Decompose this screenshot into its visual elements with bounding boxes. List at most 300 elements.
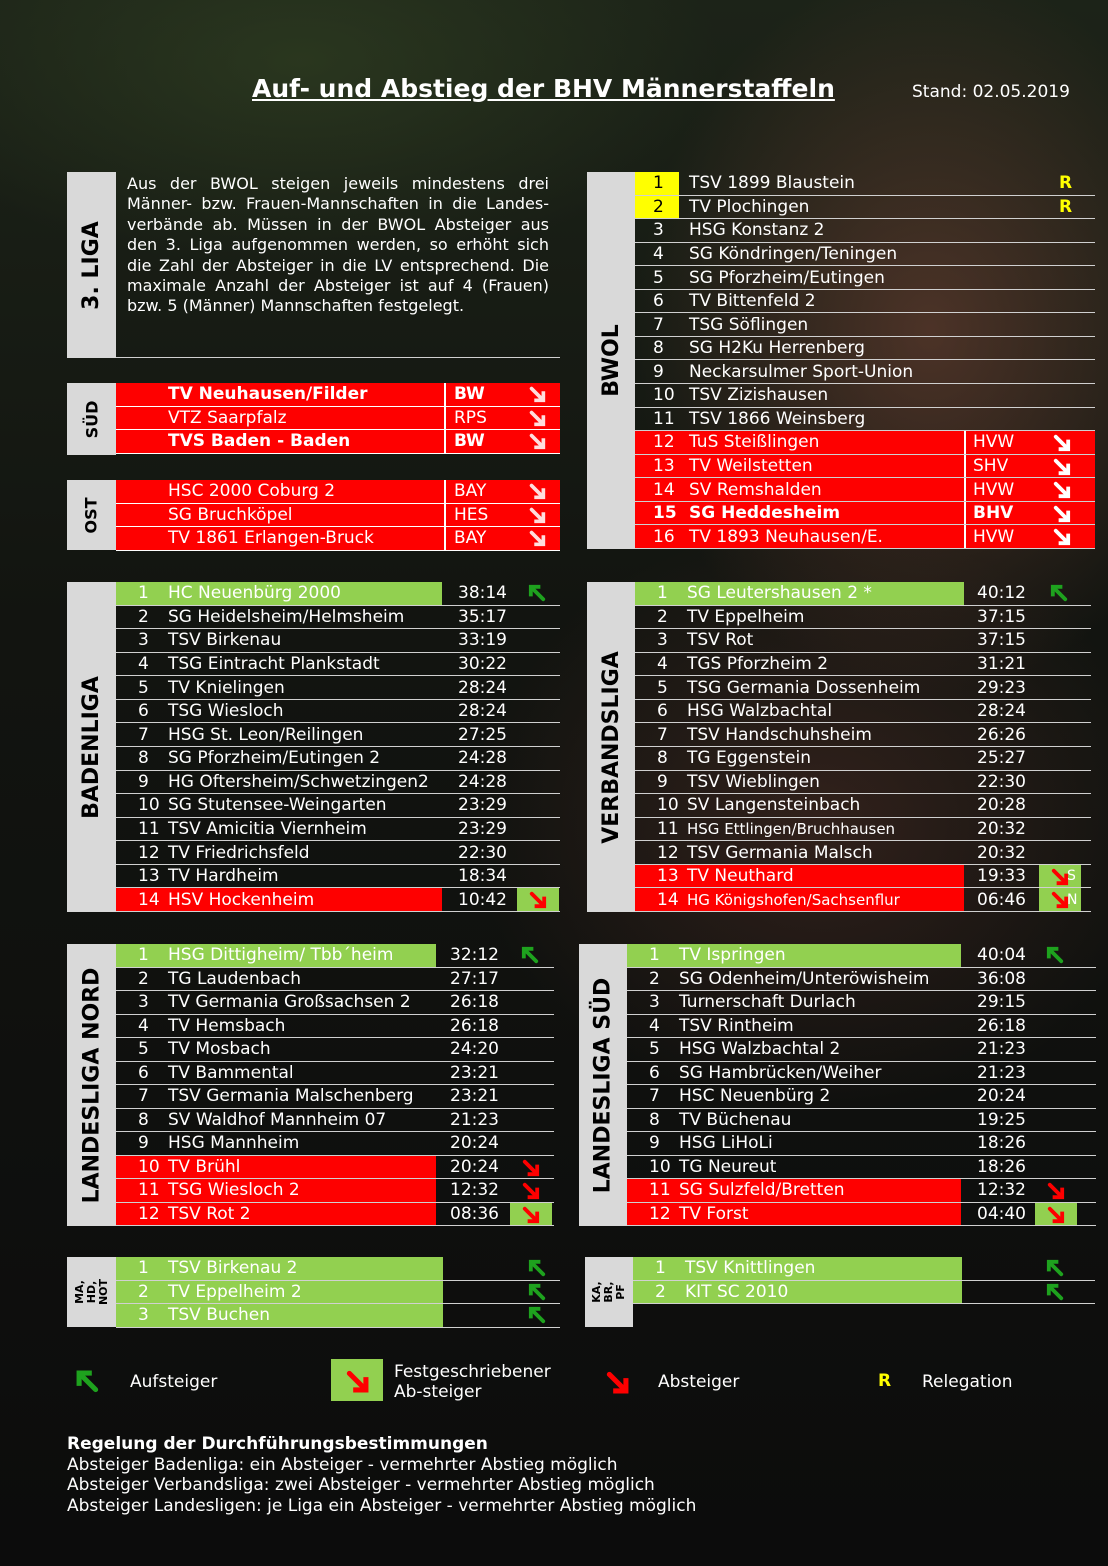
table-row — [635, 888, 1091, 912]
table-row — [635, 865, 1091, 889]
table-row — [116, 1179, 554, 1203]
score: 20:24 — [977, 1086, 1026, 1107]
team-name: TSV Wieblingen — [687, 771, 820, 792]
table-badenliga — [116, 582, 560, 912]
team-name: TSV Buchen — [168, 1305, 270, 1326]
up-arrow-icon — [527, 1258, 548, 1279]
table-row — [116, 527, 560, 551]
position-number: 5 — [138, 1039, 149, 1060]
footer-line: Absteiger Landesligen: je Liga ein Absteiger - vermehrter Abstieg möglich — [67, 1495, 697, 1516]
table-row — [116, 818, 560, 842]
position-number: 10 — [649, 1156, 671, 1177]
team-name: SV Waldhof Mannheim 07 — [168, 1109, 387, 1130]
divider — [116, 357, 560, 358]
position-number: 7 — [653, 314, 664, 335]
label-ma-hd-not: MA, HD, NOT — [67, 1257, 116, 1327]
team-name: TSV Rintheim — [679, 1015, 794, 1036]
team-name: TV Büchenau — [679, 1109, 792, 1130]
table-row — [116, 888, 560, 912]
position-number: 6 — [138, 1062, 149, 1083]
column-divider — [444, 527, 446, 550]
position-number: 6 — [649, 1062, 660, 1083]
table-row — [116, 582, 560, 606]
table-row — [635, 794, 1091, 818]
score: 20:32 — [977, 818, 1026, 839]
table-ma-hd-not — [116, 1257, 560, 1327]
position-number: 3 — [138, 1305, 149, 1326]
association-code: HES — [454, 504, 489, 525]
score: 12:32 — [450, 1180, 499, 1201]
stand-date: Stand: 02.05.2019 — [912, 82, 1070, 102]
footer-line: Absteiger Badenliga: ein Absteiger - vermehrter Abstieg möglich — [67, 1454, 618, 1475]
table-row — [635, 384, 1095, 408]
down-arrow-icon — [527, 528, 547, 548]
team-name: TV Hemsbach — [168, 1015, 286, 1036]
table-row — [116, 1062, 554, 1086]
score: 24:20 — [450, 1039, 499, 1060]
label-sued: SÜD — [67, 383, 116, 455]
table-row — [635, 313, 1095, 337]
table-row — [635, 771, 1091, 795]
table-bwol — [635, 172, 1095, 549]
down-arrow-icon — [1051, 503, 1072, 524]
association-code: SHV — [973, 455, 1009, 476]
team-name: Turnerschaft Durlach — [679, 992, 856, 1013]
table-row — [116, 480, 560, 504]
team-name: SG Heidelsheim/Helmsheim — [168, 606, 405, 627]
score: 35:17 — [458, 606, 507, 627]
team-name: HSV Hockenheim — [168, 889, 315, 910]
position-number: 7 — [657, 724, 668, 745]
table-row — [116, 841, 560, 865]
score: 29:15 — [977, 992, 1026, 1013]
team-name: TSG Wiesloch — [168, 701, 284, 722]
score: 28:24 — [977, 701, 1026, 722]
table-row — [116, 1085, 554, 1109]
table-row — [635, 172, 1095, 196]
position-number: 9 — [138, 771, 149, 792]
down-arrow-icon — [527, 384, 547, 404]
table-row — [635, 747, 1091, 771]
table-row — [635, 700, 1091, 724]
label-badenliga: BADENLIGA — [67, 582, 116, 912]
label-verbandsliga: VERBANDSLIGA — [587, 582, 635, 912]
team-name: TV 1861 Erlangen-Bruck — [168, 528, 374, 549]
page-title: Auf- und Abstieg der BHV Männerstaffeln — [252, 74, 835, 103]
position-number: 5 — [138, 677, 149, 698]
row-highlight — [635, 865, 964, 888]
association-code: HVW — [973, 526, 1015, 547]
table-row — [627, 1156, 1096, 1180]
table-row — [116, 383, 560, 407]
up-arrow-icon — [527, 1305, 548, 1326]
legend-down-arrow-icon — [603, 1368, 631, 1396]
score: 18:34 — [458, 866, 507, 887]
score: 24:28 — [458, 771, 507, 792]
team-name: TSV Birkenau — [168, 630, 282, 651]
column-divider — [964, 431, 966, 454]
score: 27:25 — [458, 724, 507, 745]
up-arrow-icon — [1049, 583, 1070, 604]
down-arrow-icon — [520, 1204, 541, 1225]
team-name: SV Langensteinbach — [687, 795, 861, 816]
label-landesliga-nord: LANDESLIGA NORD — [67, 944, 116, 1226]
position-number: 12 — [657, 842, 679, 863]
table-row — [627, 1015, 1096, 1039]
table-row — [635, 337, 1095, 361]
position-number: 1 — [655, 1258, 666, 1279]
footer-heading: Regelung der Durchführungsbestimmungen — [67, 1434, 488, 1454]
table-row — [116, 1109, 554, 1133]
label-bwol: BWOL — [587, 172, 635, 549]
score: 40:12 — [977, 583, 1026, 604]
down-arrow-icon — [527, 505, 547, 525]
team-name: VTZ Saarpfalz — [168, 407, 287, 428]
score: 18:26 — [977, 1156, 1026, 1177]
team-name: TV Plochingen — [689, 196, 810, 217]
table-row — [635, 360, 1095, 384]
score: 26:26 — [977, 724, 1026, 745]
score: 08:36 — [450, 1203, 499, 1224]
table-row — [635, 431, 1095, 455]
position-number: 2 — [138, 968, 149, 989]
table-row — [635, 266, 1095, 290]
team-name: TV Knielingen — [168, 677, 285, 698]
up-arrow-icon — [1045, 945, 1066, 966]
position-number: 2 — [657, 606, 668, 627]
legend-up-arrow-icon — [74, 1368, 102, 1396]
position-number: 1 — [653, 173, 664, 194]
score: 37:15 — [977, 606, 1026, 627]
score: 38:14 — [458, 583, 507, 604]
association-code: BAY — [454, 528, 487, 549]
position-number: 14 — [138, 889, 160, 910]
position-number: 10 — [138, 795, 160, 816]
team-name: TSV Germania Malsch — [687, 842, 873, 863]
position-number: 4 — [138, 653, 149, 674]
column-divider — [444, 383, 446, 406]
association-code: BHV — [973, 503, 1014, 524]
team-name: TSG Eintracht Plankstadt — [168, 653, 380, 674]
position-number: 2 — [138, 1281, 149, 1302]
table-row — [116, 700, 560, 724]
table-row — [627, 1062, 1096, 1086]
position-number: 8 — [657, 748, 668, 769]
column-divider — [964, 455, 966, 478]
team-name: TV Forst — [679, 1203, 749, 1224]
table-row — [635, 723, 1091, 747]
position-number: 12 — [653, 432, 675, 453]
legend-fixed-down-icon — [331, 1359, 383, 1401]
table-row — [627, 1132, 1096, 1156]
position-number: 13 — [657, 866, 679, 887]
down-arrow-icon — [520, 1157, 541, 1178]
score: 22:30 — [977, 771, 1026, 792]
down-arrow-icon — [1051, 526, 1072, 547]
table-row — [116, 1156, 554, 1180]
position-number: 9 — [653, 361, 664, 382]
table-row — [635, 502, 1095, 526]
table-row — [635, 478, 1095, 502]
row-highlight — [627, 944, 961, 967]
score: 37:15 — [977, 630, 1026, 651]
position-number: 7 — [138, 1086, 149, 1107]
team-name: HC Neuenbürg 2000 — [168, 583, 341, 604]
row-highlight — [116, 1203, 436, 1226]
down-arrow-icon — [1051, 456, 1072, 477]
association-code: BW — [454, 431, 485, 452]
position-number: 2 — [653, 196, 664, 217]
table-row — [627, 1038, 1096, 1062]
table-row — [627, 1109, 1096, 1133]
position-number: 1 — [138, 1258, 149, 1279]
position-number: 13 — [653, 455, 675, 476]
team-name: SG Köndringen/Teningen — [689, 243, 898, 264]
position-number: 16 — [653, 526, 675, 547]
table-row — [116, 747, 560, 771]
table-ka-br-pf — [633, 1257, 1095, 1327]
table-row — [116, 1038, 554, 1062]
table-row — [116, 629, 560, 653]
label-landesliga-sued: LANDESLIGA SÜD — [579, 944, 627, 1226]
team-name: SG Sulzfeld/Bretten — [679, 1180, 845, 1201]
team-name: TSV Amicitia Viernheim — [168, 818, 367, 839]
team-name: HSC Neuenbürg 2 — [679, 1086, 831, 1107]
table-row — [635, 582, 1091, 606]
table-row — [627, 944, 1096, 968]
team-name: TV Friedrichsfeld — [168, 842, 310, 863]
position-number: 8 — [653, 338, 664, 359]
team-name: TSV Knittlingen — [685, 1258, 816, 1279]
down-arrow-icon — [527, 408, 547, 428]
table-row — [627, 991, 1096, 1015]
table-row — [116, 771, 560, 795]
table-sued — [116, 383, 560, 455]
relegation-badge: R — [1059, 173, 1073, 194]
table-row — [116, 991, 554, 1015]
table-verbandsliga — [635, 582, 1091, 912]
position-number: 1 — [657, 583, 668, 604]
score: 28:24 — [458, 677, 507, 698]
score: 20:24 — [450, 1133, 499, 1154]
score: 33:19 — [458, 630, 507, 651]
team-name: HG Königshofen/Sachsenflur — [687, 890, 900, 909]
team-name: TV Bittenfeld 2 — [689, 291, 816, 312]
legend-absteiger: Absteiger — [658, 1372, 740, 1392]
score: 29:23 — [977, 677, 1026, 698]
position-number: 10 — [138, 1156, 160, 1177]
table-row — [635, 455, 1095, 479]
team-name: TV Hardheim — [168, 866, 279, 887]
team-name: SG Pforzheim/Eutingen — [689, 267, 885, 288]
column-divider — [444, 430, 446, 453]
down-arrow-icon — [527, 481, 547, 501]
table-row — [635, 841, 1091, 865]
score: 20:32 — [977, 842, 1026, 863]
team-name: TSG Germania Dossenheim — [687, 677, 921, 698]
column-divider — [444, 504, 446, 527]
footer-line: Absteiger Verbandsliga: zwei Absteiger - vermehrter Abstieg möglich — [67, 1475, 655, 1495]
table-row — [635, 525, 1095, 549]
position-number: 14 — [657, 889, 679, 910]
position-number: 2 — [655, 1281, 666, 1302]
team-name: SG H2Ku Herrenberg — [689, 338, 865, 359]
team-name: HG Oftersheim/Schwetzingen2 — [168, 771, 429, 792]
score: 36:08 — [977, 968, 1026, 989]
position-number: 11 — [138, 1180, 160, 1201]
position-number: 3 — [657, 630, 668, 651]
team-name: HSG Ettlingen/Bruchhausen — [687, 819, 896, 838]
footer-notes — [67, 1434, 696, 1516]
table-row — [116, 606, 560, 630]
position-number: 7 — [649, 1086, 660, 1107]
team-name: TSV Birkenau 2 — [168, 1258, 298, 1279]
team-name: TV Ispringen — [679, 945, 786, 966]
table-row — [627, 968, 1096, 992]
up-arrow-icon — [520, 945, 541, 966]
table-row — [116, 1281, 560, 1305]
table-row — [633, 1257, 1095, 1281]
team-name: TV Neuhausen/Filder — [168, 384, 368, 405]
team-name: TSV 1899 Blaustein — [689, 173, 855, 194]
legend-relegation: Relegation — [922, 1372, 1013, 1392]
table-row — [116, 407, 560, 431]
position-number: 12 — [138, 842, 160, 863]
team-name: HSG LiHoLi — [679, 1133, 773, 1154]
table-row — [116, 1132, 554, 1156]
score: 22:30 — [458, 842, 507, 863]
column-divider — [964, 478, 966, 501]
team-name: TV Eppelheim 2 — [168, 1281, 302, 1302]
position-number: 3 — [653, 220, 664, 241]
table-row — [627, 1203, 1096, 1227]
position-number: 4 — [138, 1015, 149, 1036]
table-row — [116, 968, 554, 992]
team-name: SG Pforzheim/Eutingen 2 — [168, 748, 381, 769]
position-number: 14 — [653, 479, 675, 500]
position-number: 8 — [138, 748, 149, 769]
score: 24:28 — [458, 748, 507, 769]
team-name: SG Stutensee-Weingarten — [168, 795, 387, 816]
table-row — [635, 676, 1091, 700]
position-number: 2 — [138, 606, 149, 627]
score: 04:40 — [977, 1203, 1026, 1224]
team-name: TV Mosbach — [168, 1039, 271, 1060]
position-number: 6 — [657, 701, 668, 722]
association-code: RPS — [454, 407, 487, 428]
table-row — [627, 1085, 1096, 1109]
label-ka-br-pf: KA, BR, PF — [585, 1257, 633, 1327]
position-number: 15 — [653, 503, 677, 524]
position-number: 7 — [138, 724, 149, 745]
score: 21:23 — [977, 1039, 1026, 1060]
position-number: 4 — [653, 243, 664, 264]
table-row — [627, 1179, 1096, 1203]
position-number: 9 — [657, 771, 668, 792]
down-arrow-icon — [1051, 432, 1072, 453]
table-row — [633, 1281, 1095, 1305]
team-name: HSG Mannheim — [168, 1133, 300, 1154]
team-name: TSV Germania Malschenberg — [168, 1086, 414, 1107]
score: 23:21 — [450, 1062, 499, 1083]
score: 20:28 — [977, 795, 1026, 816]
score: 19:25 — [977, 1109, 1026, 1130]
table-row — [116, 1203, 554, 1227]
association-code: HVW — [973, 479, 1015, 500]
score: 18:26 — [977, 1133, 1026, 1154]
row-highlight — [633, 1281, 962, 1304]
team-name: TuS Steißlingen — [689, 432, 820, 453]
table-row — [116, 653, 560, 677]
table-row — [116, 430, 560, 454]
team-name: HSG Walzbachtal — [687, 701, 833, 722]
team-name: HSG Dittigheim/ Tbb´heim — [168, 945, 394, 966]
position-number: 9 — [138, 1133, 149, 1154]
position-number: 5 — [649, 1039, 660, 1060]
team-name: TG Laudenbach — [168, 968, 301, 989]
up-arrow-icon — [1045, 1258, 1066, 1279]
legend-festgeschrieben: Festgeschriebener Ab-steiger — [394, 1362, 551, 1402]
table-row — [635, 818, 1091, 842]
score: 23:21 — [450, 1086, 499, 1107]
position-number: 6 — [138, 701, 149, 722]
position-number: 6 — [653, 291, 664, 312]
table-row — [116, 723, 560, 747]
position-number: 5 — [653, 267, 664, 288]
label-ost: OST — [67, 480, 116, 550]
score: 32:12 — [450, 945, 499, 966]
score: 30:22 — [458, 653, 507, 674]
column-divider — [964, 502, 966, 525]
team-name: SG Leutershausen 2 * — [687, 583, 872, 604]
team-name: TSV Handschuhsheim — [687, 724, 872, 745]
team-name: HSG Walzbachtal 2 — [679, 1039, 841, 1060]
position-number: 4 — [657, 653, 668, 674]
column-divider — [444, 480, 446, 503]
association-code: HVW — [973, 432, 1015, 453]
score: 31:21 — [977, 653, 1026, 674]
team-name: KIT SC 2010 — [685, 1281, 789, 1302]
table-row — [635, 290, 1095, 314]
team-name: TV Germania Großsachsen 2 — [168, 992, 411, 1013]
position-number: 12 — [649, 1203, 671, 1224]
score: 21:23 — [977, 1062, 1026, 1083]
position-number: 1 — [138, 583, 149, 604]
legend-aufsteiger: Aufsteiger — [130, 1372, 218, 1392]
relegation-tag: S — [1067, 868, 1076, 885]
team-name: TSV Rot 2 — [168, 1203, 251, 1224]
label-3-liga: 3. LIGA — [67, 172, 116, 358]
position-number: 3 — [138, 630, 149, 651]
legend-r-badge: R — [878, 1371, 892, 1391]
relegation-tag: N — [1067, 891, 1078, 908]
row-highlight — [627, 1203, 961, 1226]
team-name: TV Bammental — [168, 1062, 294, 1083]
liga3-intro-text: Aus der BWOL steigen jeweils mindestens drei Männer- bzw. Frauen-Mannschaften in die Landes-verbände ab. Müssen in der BWOL Absteiger aus den 3. Liga aufgenommen werden, so erhöht sich die Zahl der Absteiger in die LV entsprechend. Die maximale Anzahl der Absteiger ist auf 4 (Frauen) bzw. 5 (Männer) Mannschaften festgelegt. — [127, 174, 549, 316]
position-number: 12 — [138, 1203, 160, 1224]
table-row — [635, 196, 1095, 220]
position-number: 1 — [649, 945, 660, 966]
column-divider — [444, 407, 446, 430]
score: 26:18 — [450, 992, 499, 1013]
table-landesliga-nord — [116, 944, 554, 1226]
table-row — [116, 794, 560, 818]
table-row — [116, 865, 560, 889]
position-number: 13 — [138, 866, 160, 887]
team-name: TSV Zizishausen — [689, 385, 829, 406]
score: 23:29 — [458, 795, 507, 816]
team-name: SG Hambrücken/Weiher — [679, 1062, 882, 1083]
